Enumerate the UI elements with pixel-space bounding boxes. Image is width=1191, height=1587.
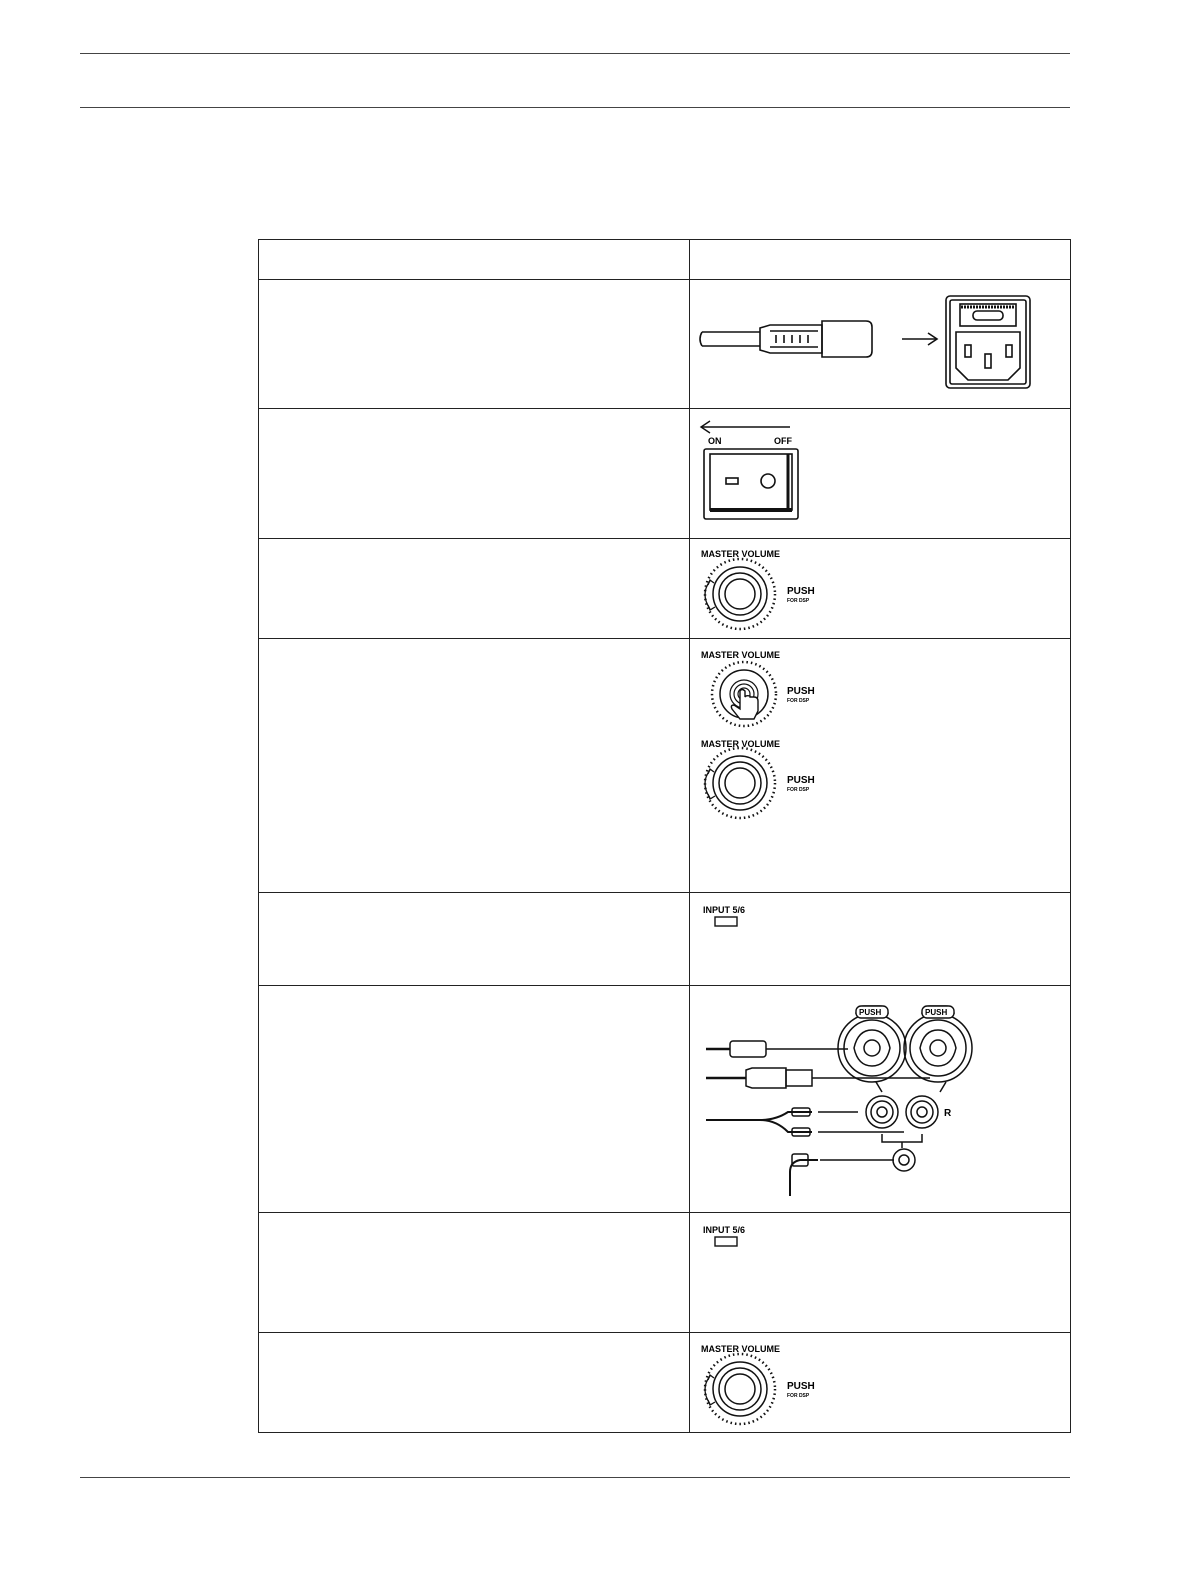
aux-jack-icon[interactable] — [893, 1149, 915, 1171]
power-switch-figure — [690, 409, 1070, 538]
footer-rule — [80, 1477, 1070, 1478]
table-header-row — [259, 240, 1071, 280]
knob-push-sub-label: FOR DSP — [787, 698, 810, 704]
table-row — [259, 639, 1071, 893]
knob-push-sub-label: FOR DSP — [787, 598, 810, 604]
step-text-cell — [259, 539, 690, 639]
header-cell-figure — [690, 240, 1071, 280]
push-label-left: PUSH — [859, 1008, 882, 1017]
knob-title: MASTER VOLUME — [701, 739, 781, 749]
step-text-cell — [259, 1333, 690, 1433]
step-text-cell — [259, 409, 690, 539]
rca-r-label: R — [944, 1108, 952, 1119]
figure-cell — [690, 893, 1071, 986]
knob-title: MASTER VOLUME — [701, 549, 781, 559]
figure-cell — [690, 639, 1071, 893]
step-text-cell — [259, 893, 690, 986]
arrow-left-icon — [701, 421, 790, 433]
power-cord-figure — [690, 280, 1070, 408]
knob-push-label: PUSH — [787, 775, 815, 786]
figure-cell — [690, 1213, 1071, 1333]
rca-jack-icon[interactable] — [866, 1096, 898, 1128]
figure-cell — [690, 539, 1071, 639]
input-button-icon[interactable] — [715, 1237, 737, 1246]
table-row — [259, 986, 1071, 1213]
master-volume-knob-icon[interactable] — [705, 748, 775, 818]
master-volume-knob-icon[interactable] — [705, 559, 775, 629]
header-cell-step — [259, 240, 690, 280]
jack-cable-icon — [706, 1041, 848, 1057]
push-label-right: PUSH — [925, 1008, 948, 1017]
figure-cell — [690, 986, 1071, 1213]
input-button-icon[interactable] — [715, 917, 737, 926]
knob-push-label: PUSH — [787, 586, 815, 597]
master-volume-figure — [690, 539, 1070, 638]
knob-push-sub-label: FOR DSP — [787, 787, 810, 793]
master-volume-figure-2 — [690, 1333, 1070, 1432]
knob-push-label: PUSH — [787, 1381, 815, 1392]
power-cord-icon — [700, 321, 872, 357]
input-button-label: INPUT 5/6 — [703, 905, 746, 915]
rca-cable-icon — [706, 1108, 904, 1136]
dsp-select-figure — [690, 639, 1070, 892]
table-row — [259, 1213, 1071, 1333]
table-row — [259, 409, 1071, 539]
knob-title: MASTER VOLUME — [701, 650, 781, 660]
table-row — [259, 1333, 1071, 1433]
input-select-figure — [690, 893, 1070, 985]
master-volume-knob-icon[interactable] — [705, 1354, 775, 1424]
step-text-cell — [259, 1213, 690, 1333]
input-select-figure-2 — [690, 1213, 1070, 1332]
table-row — [259, 893, 1071, 986]
knob-push-label: PUSH — [787, 686, 815, 697]
knob-push-sub-label: FOR DSP — [787, 1393, 810, 1399]
rocker-switch-icon[interactable] — [704, 449, 798, 519]
header-rule-top — [80, 53, 1070, 54]
header-rule-bottom — [80, 107, 1070, 108]
input-connections-figure — [690, 986, 1070, 1212]
switch-off-label: OFF — [774, 436, 792, 446]
figure-cell — [690, 409, 1071, 539]
figure-cell — [690, 1333, 1071, 1433]
figure-cell — [690, 280, 1071, 409]
aux-cable-icon — [790, 1154, 894, 1196]
iec-inlet-icon — [946, 296, 1030, 388]
knob-title: MASTER VOLUME — [701, 1344, 781, 1354]
operation-steps-table — [258, 239, 1071, 1433]
arrow-icon — [902, 333, 937, 345]
step-text-cell — [259, 986, 690, 1213]
input-button-label: INPUT 5/6 — [703, 1225, 746, 1235]
step-text-cell — [259, 280, 690, 409]
table-row — [259, 539, 1071, 639]
switch-on-label: ON — [708, 436, 722, 446]
rca-jack-icon[interactable] — [906, 1096, 938, 1128]
step-text-cell — [259, 639, 690, 893]
table-row — [259, 280, 1071, 409]
